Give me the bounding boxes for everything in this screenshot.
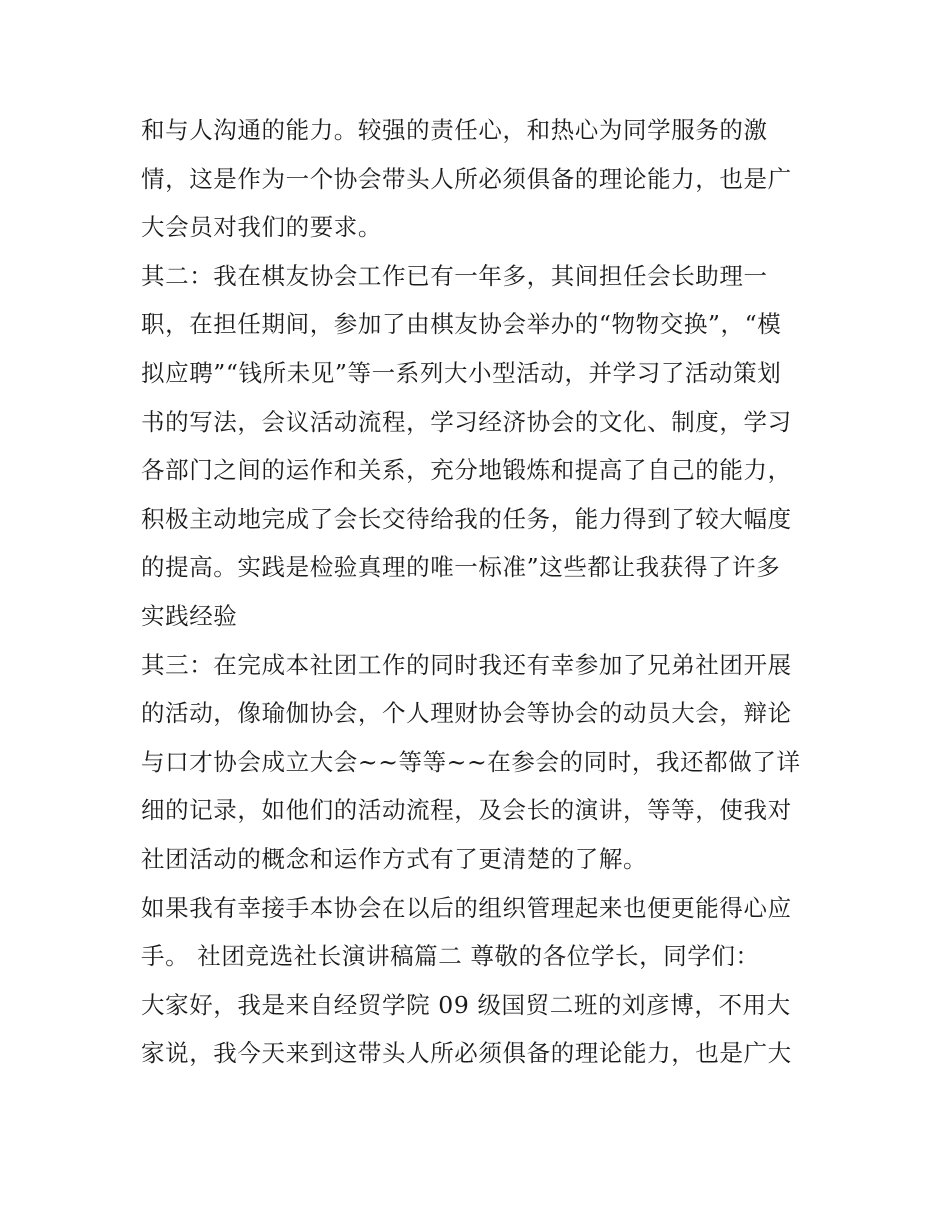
text-line: 其二：我在棋友协会工作已有一年多，其间担任会长助理一 bbox=[141, 261, 768, 290]
text-line: 大家好，我是来自经贸学院 09 级国贸二班的刘彦博，不用大 bbox=[141, 990, 791, 1019]
text-line: 的提高。实践是检验真理的唯一标准”这些都让我获得了许多 bbox=[141, 553, 781, 582]
text-line: 与口才协会成立大会~~等等~~在参会的同时，我还都做了详 bbox=[141, 747, 801, 776]
text-line: 实践经验 bbox=[141, 601, 238, 630]
text-line: 如果我有幸接手本协会在以后的组织管理起来也便更能得心应 bbox=[141, 893, 792, 922]
text-line: 手。 社团竞选社长演讲稿篇二 尊敬的各位学长，同学们： bbox=[141, 942, 760, 971]
text-line: 和与人沟通的能力。较强的责任心，和热心为同学服务的激 bbox=[141, 116, 768, 144]
text-line: 社团活动的概念和运作方式有了更清楚的了解。 bbox=[141, 844, 648, 873]
text-line: 细的记录，如他们的活动流程，及会长的演讲，等等，使我对 bbox=[141, 796, 792, 825]
text-line: 书的写法，会议活动流程，学习经济协会的文化、制度，学习 bbox=[141, 407, 792, 436]
text-line: 家说，我今天来到这带头人所必须俱备的理论能力，也是广大 bbox=[141, 1039, 792, 1068]
text-line: 各部门之间的运作和关系，充分地锻炼和提高了自己的能力， bbox=[141, 456, 792, 485]
text-line: 积极主动地完成了会长交待给我的任务，能力得到了较大幅度 bbox=[141, 504, 792, 533]
text-line: 职，在担任期间，参加了由棋友协会举办的“物物交换”，“模 bbox=[141, 310, 782, 339]
text-line: 大会员对我们的要求。 bbox=[141, 213, 382, 242]
text-line: 的活动，像瑜伽协会，个人理财协会等协会的动员大会，辩论 bbox=[141, 699, 792, 728]
text-line: 其三：在完成本社团工作的同时我还有幸参加了兄弟社团开展 bbox=[141, 650, 792, 679]
text-line: 情，这是作为一个协会带头人所必须俱备的理论能力，也是广 bbox=[141, 164, 792, 193]
document-body bbox=[141, 106, 821, 1078]
text-line: 拟应聘”“钱所未见”等一系列大小型活动，并学习了活动策划 bbox=[141, 358, 782, 387]
